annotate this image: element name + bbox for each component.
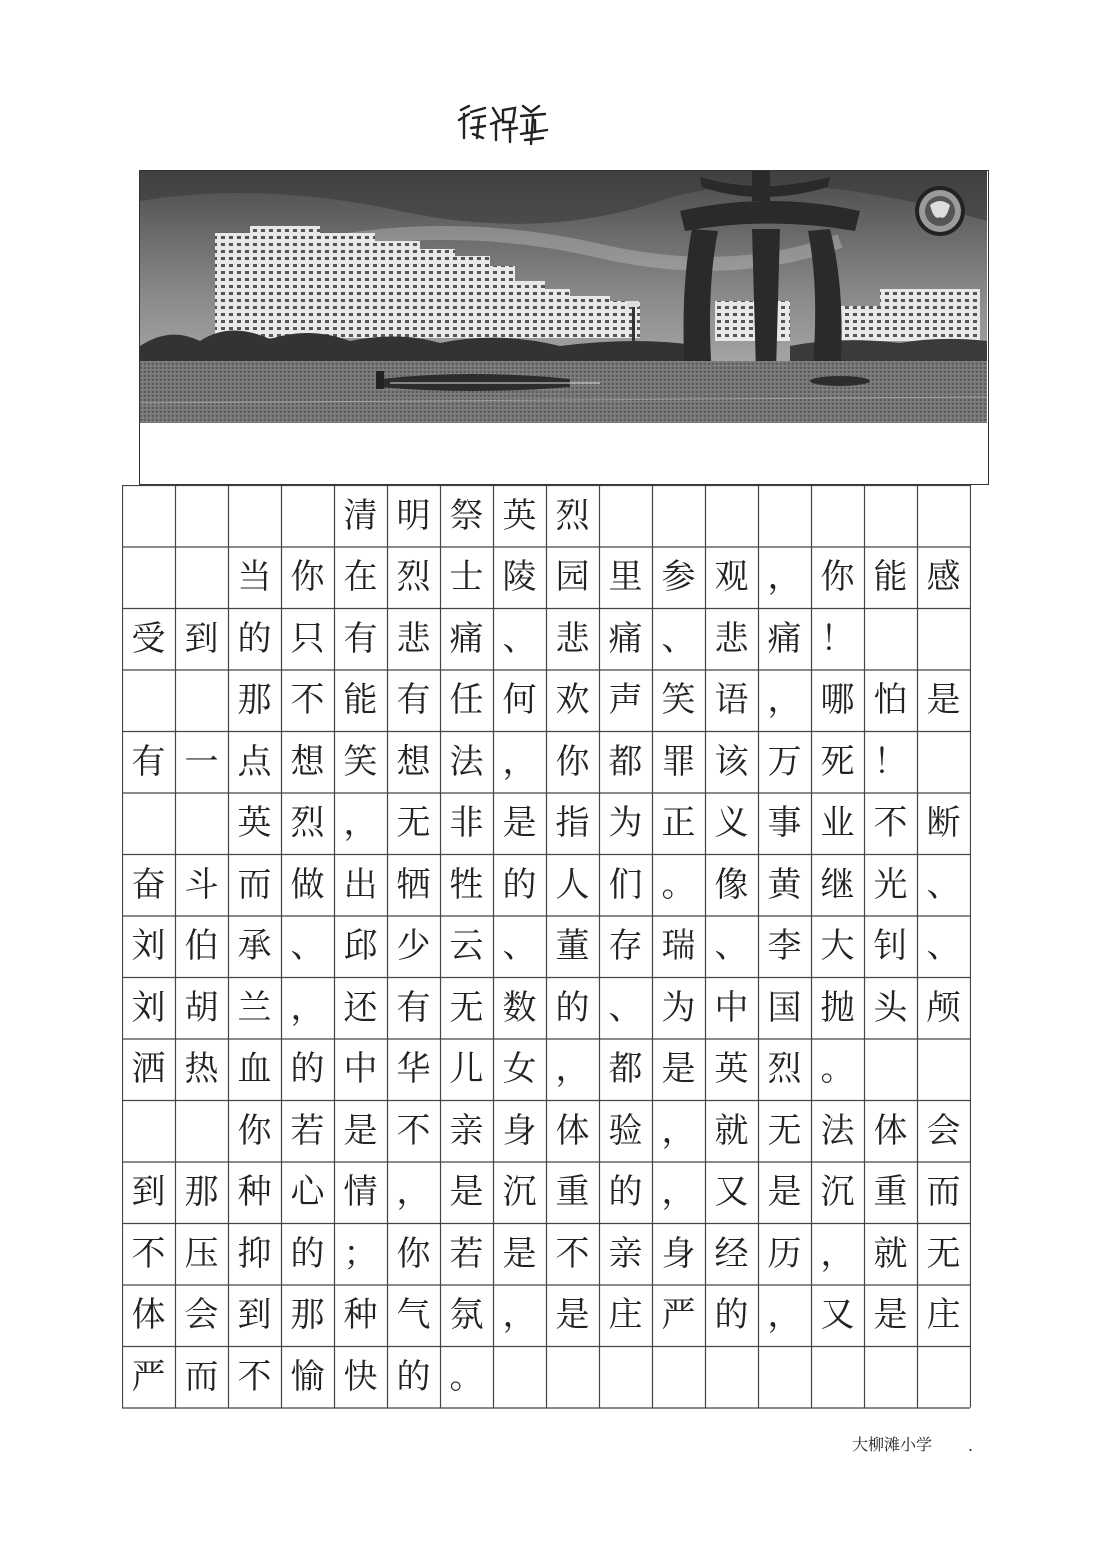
grid-cell: 不 [555,1233,590,1274]
grid-cell: 无 [396,803,431,844]
grid-cell [864,1039,917,1101]
grid-cell: 国 [767,987,802,1028]
grid-cell: 身 [661,1233,696,1274]
grid-cell: 是 [502,1233,537,1274]
grid-cell: 云 [449,926,484,967]
grid-cell: 只 [290,618,325,659]
grid-cell [175,670,228,732]
grid-cell: 奋 [131,864,166,905]
grid-cell [811,1346,864,1408]
grid-cell: 黄 [767,864,802,905]
grid-cell: 又 [820,1295,855,1336]
grid-cell: 、 [661,618,696,659]
grid-cell: 烈 [290,803,325,844]
grid-cell [175,1100,228,1162]
grid-cell: ， [396,1172,431,1213]
grid-row [122,854,970,916]
grid-cell: ， [555,1049,590,1090]
grid-cell: 华 [396,1049,431,1090]
grid-cell: 到 [237,1295,272,1336]
grid-cell: 的 [396,1356,431,1397]
grid-row [122,731,970,793]
grid-cell [175,485,228,547]
grid-cell: 正 [661,803,696,844]
grid-cell: 是 [926,680,961,721]
grid-cell: 不 [131,1233,166,1274]
grid-cell: 经 [714,1233,749,1274]
grid-cell: 。 [449,1356,484,1397]
grid-cell: 声 [608,680,643,721]
grid-cell: 万 [767,741,802,782]
grid-cell: 继 [820,864,855,905]
grid-cell: 抛 [820,987,855,1028]
composition-grid [122,485,970,1408]
grid-cell: 是 [767,1172,802,1213]
grid-cell: 你 [820,557,855,598]
grid-cell: 数 [502,987,537,1028]
grid-cell: 罪 [661,741,696,782]
grid-cell: 中 [714,987,749,1028]
grid-cell: 不 [290,680,325,721]
grid-cell: 大 [820,926,855,967]
grid-cell: 压 [184,1233,219,1274]
grid-cell: 而 [926,1172,961,1213]
grid-cell [917,1039,970,1101]
grid-cell: 不 [237,1356,272,1397]
grid-cell: 非 [449,803,484,844]
grid-row [122,485,970,547]
grid-cell [758,485,811,547]
grid-cell: 气 [396,1295,431,1336]
grid-cell: 受 [131,618,166,659]
grid-cell: 无 [767,1110,802,1151]
grid-cell: 刘 [131,987,166,1028]
grid-cell: ！ [873,741,908,782]
grid-cell [917,731,970,793]
grid-cell: ， [661,1110,696,1151]
grid-cell: 悲 [555,618,590,659]
grid-cell: 英 [714,1049,749,1090]
grid-cell: 笑 [661,680,696,721]
header-photo-frame [139,170,989,485]
grid-cell: 参 [661,557,696,598]
grid-cell: 烈 [767,1049,802,1090]
grid-cell: 洒 [131,1049,166,1090]
grid-cell: 沉 [502,1172,537,1213]
grid-cell: 身 [502,1110,537,1151]
grid-cell [864,485,917,547]
grid-cell: 事 [767,803,802,844]
grid-cell: ， [661,1172,696,1213]
grid-cell: 又 [714,1172,749,1213]
grid-row [122,1162,970,1224]
grid-cell: 光 [873,864,908,905]
grid-cell: 观 [714,557,749,598]
grid-cell: 、 [502,618,537,659]
grid-cell: 兰 [237,987,272,1028]
grid-cell: 抑 [237,1233,272,1274]
grid-cell: 氛 [449,1295,484,1336]
grid-cell: 就 [873,1233,908,1274]
grid-row [122,916,970,978]
grid-cell: 重 [555,1172,590,1213]
grid-cell: 明 [396,495,431,536]
grid-cell: 儿 [449,1049,484,1090]
grid-cell: 董 [555,926,590,967]
grid-cell: 存 [608,926,643,967]
grid-cell: ； [343,1233,378,1274]
grid-cell: 清 [343,495,378,536]
grid-cell: 痛 [608,618,643,659]
grid-cell: 是 [449,1172,484,1213]
grid-cell: 严 [661,1295,696,1336]
grid-cell: 重 [873,1172,908,1213]
grid-cell: 体 [131,1295,166,1336]
grid-cell: 不 [396,1110,431,1151]
grid-cell [811,485,864,547]
grid-cell: 无 [926,1233,961,1274]
grid-cell [122,670,175,732]
grid-cell [917,485,970,547]
grid-cell: 的 [290,1233,325,1274]
grid-cell [652,485,705,547]
grid-row [122,547,970,609]
grid-cell: 沉 [820,1172,855,1213]
grid-cell: 胡 [184,987,219,1028]
grid-cell: 的 [714,1295,749,1336]
grid-cell: 在 [343,557,378,598]
grid-row [122,1346,970,1408]
grid-cell: 庄 [926,1295,961,1336]
grid-cell [599,1346,652,1408]
grid-cell: 热 [184,1049,219,1090]
grid-cell: 能 [873,557,908,598]
grid-cell: 园 [555,557,590,598]
grid-cell: 怕 [873,680,908,721]
grid-cell: 当 [237,557,272,598]
grid-cell: 若 [290,1110,325,1151]
grid-cell: 。 [661,864,696,905]
grid-cell: 你 [237,1110,272,1151]
grid-cell: 会 [184,1295,219,1336]
grid-cell: 承 [237,926,272,967]
grid-cell: 法 [449,741,484,782]
grid-cell: 任 [449,680,484,721]
grid-cell: 血 [237,1049,272,1090]
grid-cell: ， [767,680,802,721]
grid-cell [917,608,970,670]
author-signature [455,100,555,146]
grid-cell [493,1346,546,1408]
grid-cell: 若 [449,1233,484,1274]
grid-cell: ， [767,557,802,598]
grid-cell: 庄 [608,1295,643,1336]
grid-cell [228,485,281,547]
grid-cell: 亲 [608,1233,643,1274]
grid-cell: 有 [131,741,166,782]
grid-cell: 想 [290,741,325,782]
grid-cell [122,547,175,609]
grid-cell: 就 [714,1110,749,1151]
grid-cell: 、 [608,987,643,1028]
grid-cell: 而 [237,864,272,905]
grid-cell: 出 [343,864,378,905]
grid-row [122,977,970,1039]
grid-row [122,608,970,670]
grid-cell: 中 [343,1049,378,1090]
grid-cell: 为 [608,803,643,844]
grid-cell: 刘 [131,926,166,967]
grid-cell: 有 [396,680,431,721]
grid-cell: 钊 [873,926,908,967]
grid-cell [705,485,758,547]
grid-cell: 义 [714,803,749,844]
grid-cell: 陵 [502,557,537,598]
grid-row [122,670,970,732]
grid-cell: 、 [290,926,325,967]
grid-cell: 李 [767,926,802,967]
grid-cell: 情 [343,1172,378,1213]
grid-cell: 都 [608,1049,643,1090]
grid-cell: 那 [290,1295,325,1336]
grid-cell: ， [290,987,325,1028]
grid-cell: 英 [237,803,272,844]
grid-cell: 亲 [449,1110,484,1151]
grid-cell: 、 [926,864,961,905]
grid-cell: 、 [502,926,537,967]
grid-cell [122,1100,175,1162]
grid-cell: 想 [396,741,431,782]
grid-cell: 业 [820,803,855,844]
grid-cell: 能 [343,680,378,721]
grid-cell: 语 [714,680,749,721]
grid-cell: 那 [237,680,272,721]
grid-cell: 少 [396,926,431,967]
grid-cell: 心 [290,1172,325,1213]
grid-cell: 点 [237,741,272,782]
grid-cell: 伯 [184,926,219,967]
grid-cell [705,1346,758,1408]
city-square-photo [140,171,987,423]
grid-row [122,1223,970,1285]
grid-cell: 体 [873,1110,908,1151]
grid-cell [122,485,175,547]
grid-cell: ， [343,803,378,844]
grid-cell: 烈 [555,495,590,536]
grid-cell [758,1346,811,1408]
grid-cell [175,793,228,855]
grid-cell: 是 [343,1110,378,1151]
grid-cell: 悲 [714,618,749,659]
grid-cell: 那 [184,1172,219,1213]
grid-cell [864,608,917,670]
grid-cell: 无 [449,987,484,1028]
grid-cell [281,485,334,547]
grid-cell: 感 [926,557,961,598]
grid-cell [652,1346,705,1408]
grid-cell: 邱 [343,926,378,967]
grid-row [122,1285,970,1347]
grid-cell: 的 [555,987,590,1028]
grid-cell: 祭 [449,495,484,536]
grid-cell: ， [502,1295,537,1336]
grid-cell: 是 [873,1295,908,1336]
grid-cell: ， [502,741,537,782]
grid-cell: 你 [396,1233,431,1274]
grid-cell: 女 [502,1049,537,1090]
grid-cell: 哪 [820,680,855,721]
grid-cell: ， [820,1233,855,1274]
grid-cell: 你 [555,741,590,782]
grid-cell: 严 [131,1356,166,1397]
grid-cell: ， [767,1295,802,1336]
grid-cell: 你 [290,557,325,598]
trailing-mark: . [968,1436,974,1455]
grid-row [122,793,970,855]
grid-cell [546,1346,599,1408]
grid-cell: 体 [555,1110,590,1151]
grid-cell [122,793,175,855]
grid-cell: 一 [184,741,219,782]
grid-cell: 做 [290,864,325,905]
grid-cell [917,1346,970,1408]
grid-cell: 法 [820,1110,855,1151]
grid-cell: 都 [608,741,643,782]
grid-cell: 到 [131,1172,166,1213]
grid-cell: 种 [343,1295,378,1336]
grid-cell: 笑 [343,741,378,782]
grid-cell: 指 [555,803,590,844]
grid-cell: 还 [343,987,378,1028]
grid-cell: 愉 [290,1356,325,1397]
grid-cell: 悲 [396,618,431,659]
grid-cell: 该 [714,741,749,782]
grid-cell: 的 [237,618,272,659]
grid-cell: 而 [184,1356,219,1397]
grid-row [122,1100,970,1162]
grid-cell: 快 [343,1356,378,1397]
grid-cell: 为 [661,987,696,1028]
grid-cell: 的 [290,1049,325,1090]
grid-cell: 士 [449,557,484,598]
grid-row [122,1039,970,1101]
grid-cell: 牺 [396,864,431,905]
grid-cell: 到 [184,618,219,659]
grid-cell: ！ [820,618,855,659]
grid-cell: 。 [820,1049,855,1090]
grid-cell: 像 [714,864,749,905]
grid-cell: 人 [555,864,590,905]
grid-cell: 们 [608,864,643,905]
grid-cell [599,485,652,547]
grid-cell: 的 [608,1172,643,1213]
grid-cell: 烈 [396,557,431,598]
grid-cell: 、 [926,926,961,967]
grid-cell: 里 [608,557,643,598]
grid-cell: 牲 [449,864,484,905]
grid-cell: 、 [714,926,749,967]
school-name: 大柳滩小学 [852,1435,933,1454]
grid-cell: 不 [873,803,908,844]
grid-cell: 斗 [184,864,219,905]
grid-cell: 种 [237,1172,272,1213]
grid-cell: 何 [502,680,537,721]
grid-cell: 是 [502,803,537,844]
grid-cell: 的 [502,864,537,905]
grid-cell: 会 [926,1110,961,1151]
grid-cell: 痛 [449,618,484,659]
grid-cell: 断 [926,803,961,844]
grid-cell: 是 [661,1049,696,1090]
grid-cell: 颅 [926,987,961,1028]
grid-cell: 死 [820,741,855,782]
grid-cell [864,1346,917,1408]
grid-cell: 欢 [555,680,590,721]
grid-cell: 历 [767,1233,802,1274]
grid-cell: 头 [873,987,908,1028]
grid-cell: 验 [608,1110,643,1151]
grid-cell: 瑞 [661,926,696,967]
grid-cell: 有 [343,618,378,659]
grid-cell: 是 [555,1295,590,1336]
grid-cell: 有 [396,987,431,1028]
grid-cell: 痛 [767,618,802,659]
grid-cell: 英 [502,495,537,536]
grid-cell [175,547,228,609]
